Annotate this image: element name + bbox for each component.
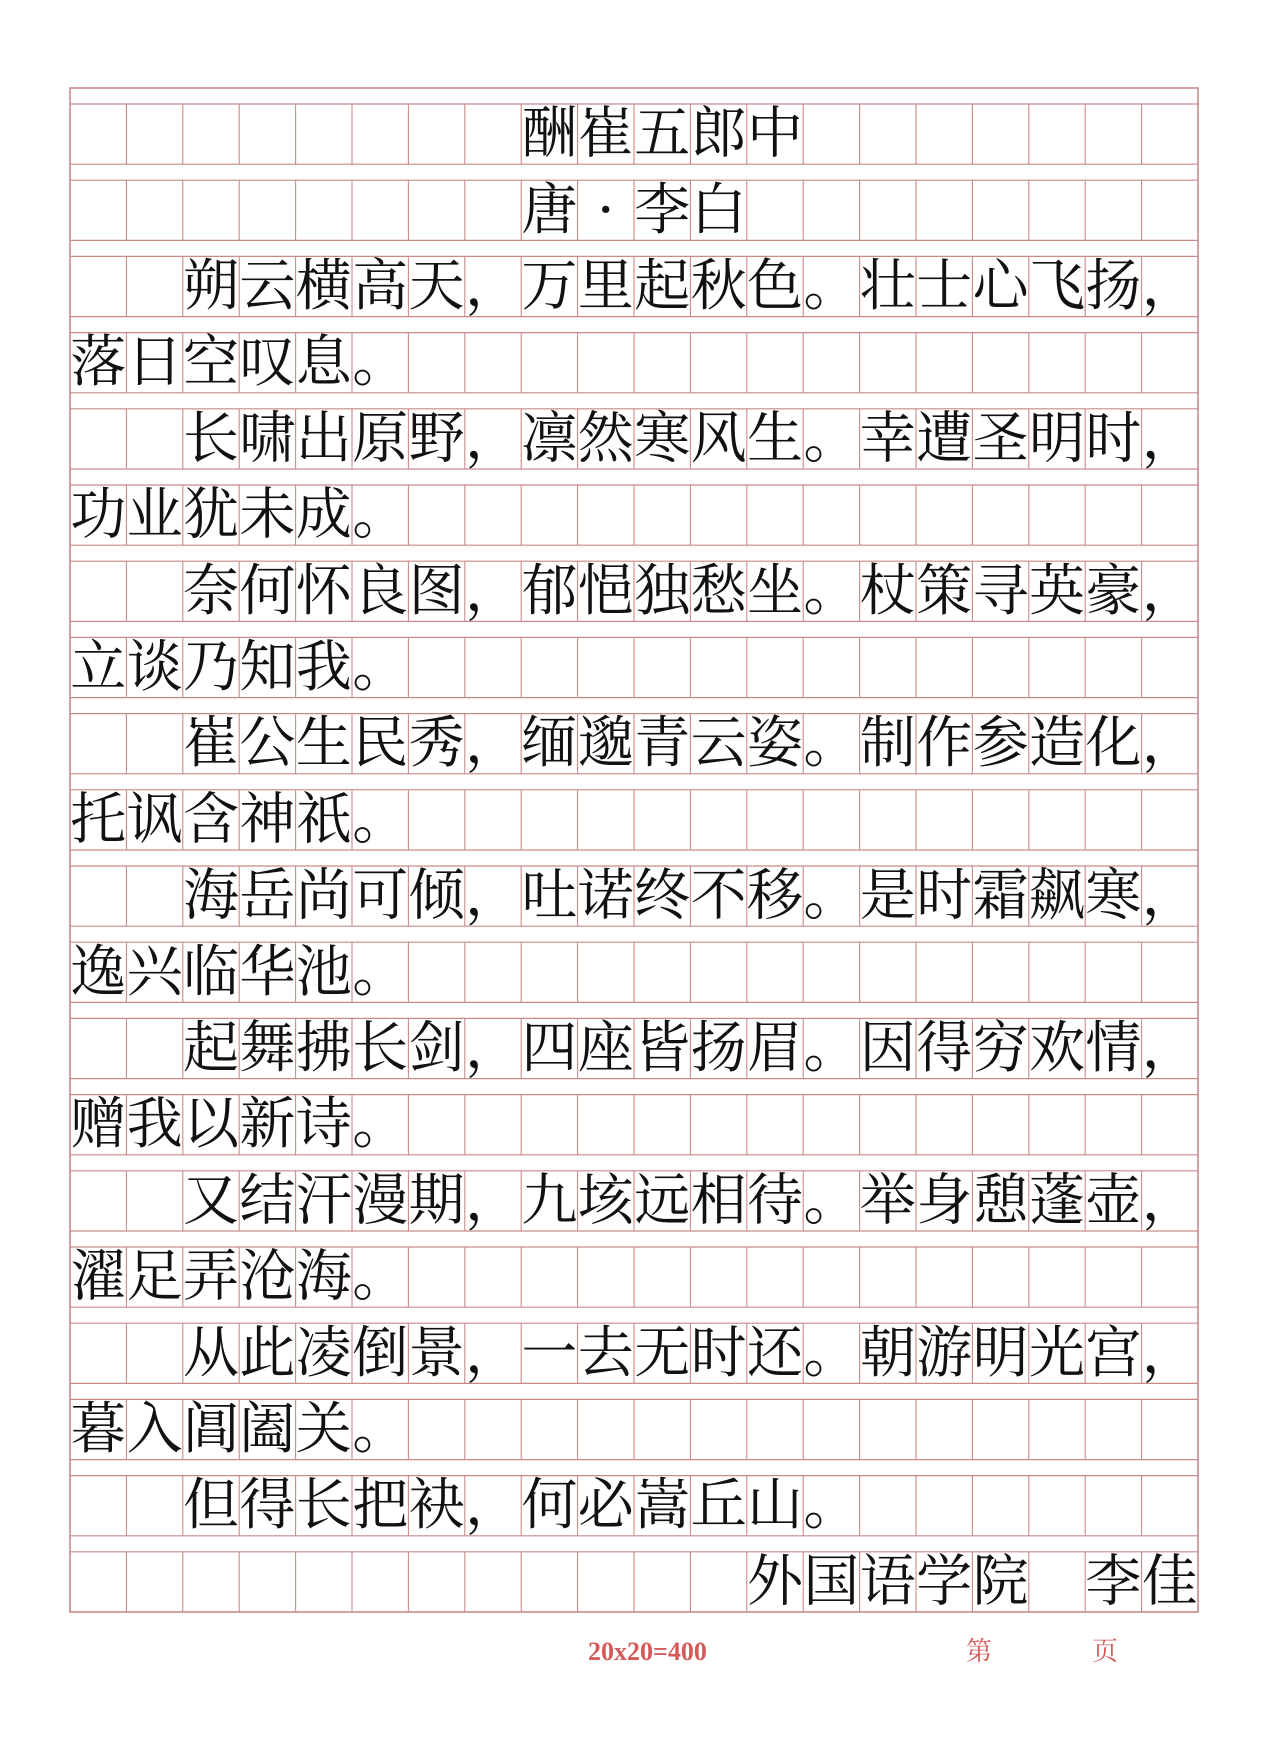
handwritten-char: ，	[465, 1320, 521, 1386]
handwritten-char: 天	[408, 254, 465, 319]
handwritten-char: 风	[690, 406, 747, 472]
handwritten-char: 必	[577, 1473, 634, 1539]
handwritten-char: 愁	[690, 558, 747, 624]
handwritten-char: 横	[295, 254, 352, 319]
handwritten-char: 学	[916, 1549, 973, 1615]
handwritten-char: 何	[521, 1473, 578, 1539]
handwritten-char: 。	[803, 711, 860, 777]
handwritten-char: 英	[1029, 558, 1085, 624]
handwritten-char: 终	[634, 863, 691, 929]
handwritten-char: 策	[916, 558, 973, 624]
handwritten-char: 原	[352, 406, 409, 472]
handwritten-char: ，	[1141, 711, 1198, 777]
poem-line-6-a	[183, 1016, 1198, 1081]
handwritten-char: 中	[747, 101, 803, 167]
handwritten-char: 秀	[408, 711, 465, 777]
handwritten-char: 待	[747, 1168, 803, 1234]
handwritten-char: 语	[859, 1549, 916, 1615]
handwritten-char: 因	[859, 1016, 916, 1081]
handwritten-char: 啸	[239, 406, 296, 472]
handwritten-char: 眉	[747, 1016, 803, 1081]
handwritten-char: 李	[634, 177, 691, 243]
handwritten-char: 外	[747, 1549, 803, 1615]
poem-author	[521, 178, 746, 243]
handwritten-char: 郎	[690, 101, 747, 167]
handwritten-char: 民	[352, 711, 409, 777]
handwritten-char: 出	[295, 406, 352, 472]
handwritten-char: 。	[803, 406, 860, 472]
handwritten-char: 里	[577, 254, 634, 319]
handwritten-char: 结	[239, 1168, 296, 1234]
handwritten-char: 时	[916, 863, 973, 929]
handwritten-char: ，	[465, 1473, 521, 1539]
handwritten-char: 凌	[295, 1320, 352, 1386]
handwritten-char: ，	[1141, 254, 1198, 319]
handwritten-char: 院	[972, 1549, 1029, 1615]
handwritten-char: 。	[803, 863, 860, 929]
handwritten-char: 寻	[972, 558, 1029, 624]
handwritten-char: 李	[1085, 1549, 1142, 1615]
handwritten-char: 不	[690, 863, 747, 929]
handwritten-char: 我	[295, 635, 352, 700]
handwritten-char: 云	[690, 711, 747, 777]
handwritten-char: 生	[747, 406, 803, 472]
handwritten-char: 袂	[408, 1473, 465, 1539]
handwritten-char: 五	[634, 101, 691, 167]
poem-line-2-b	[70, 483, 408, 548]
handwritten-char: 然	[577, 406, 634, 472]
handwritten-char: 生	[295, 711, 352, 777]
handwritten-char: 蓬	[1029, 1168, 1085, 1234]
handwritten-char: 我	[126, 1092, 183, 1158]
handwritten-char: 明	[1029, 406, 1085, 472]
handwritten-char: 座	[577, 1016, 634, 1081]
handwritten-char: 漫	[352, 1168, 409, 1234]
handwritten-char: 叹	[239, 330, 296, 396]
handwritten-char: 从	[183, 1320, 239, 1386]
handwritten-char: 穷	[972, 1016, 1029, 1081]
handwritten-char: 去	[577, 1320, 634, 1386]
handwritten-char: 独	[634, 558, 691, 624]
handwritten-char: 万	[521, 254, 578, 319]
handwritten-char: 诗	[295, 1092, 352, 1158]
handwritten-char: 新	[239, 1092, 296, 1158]
handwritten-char: 诺	[577, 863, 634, 929]
handwritten-char: 沧	[239, 1244, 296, 1310]
handwritten-char: ，	[465, 1016, 521, 1081]
handwritten-char: 野	[408, 406, 465, 472]
handwritten-char: 成	[295, 482, 352, 548]
handwritten-char: 化	[1085, 711, 1142, 777]
handwritten-char: 谈	[126, 635, 183, 700]
handwritten-char: ，	[465, 558, 521, 624]
handwritten-char: 飞	[1029, 254, 1085, 319]
handwritten-char: 托	[70, 787, 127, 853]
handwritten-char: 白	[690, 177, 747, 243]
poem-line-8-b	[70, 1397, 408, 1462]
handwritten-char: ，	[465, 1168, 521, 1234]
handwritten-char: 壶	[1085, 1168, 1142, 1234]
handwritten-char: 长	[183, 406, 239, 472]
handwritten-char: 关	[295, 1397, 352, 1462]
poem-line-4-a	[183, 711, 1198, 776]
handwritten-char: 立	[70, 635, 127, 700]
signature-name	[1085, 1549, 1197, 1614]
handwritten-char: 。	[352, 1397, 409, 1462]
handwritten-char: 游	[916, 1320, 973, 1386]
page-label-prefix: 第	[966, 1637, 993, 1667]
handwritten-char: 。	[352, 1244, 409, 1310]
handwritten-char: 。	[352, 1092, 409, 1158]
poem-line-5-b	[70, 940, 408, 1005]
handwritten-char: 山	[747, 1473, 803, 1539]
handwritten-char: 时	[1085, 406, 1142, 472]
handwritten-char: 欢	[1029, 1016, 1085, 1081]
handwritten-char: 还	[747, 1320, 803, 1386]
handwritten-char: 临	[183, 939, 239, 1005]
handwritten-char: 崔	[183, 711, 239, 777]
poem-line-8-a	[183, 1321, 1198, 1386]
handwritten-char: 息	[295, 330, 352, 396]
handwritten-char: 参	[972, 711, 1029, 777]
handwritten-char: 祇	[295, 787, 352, 853]
handwritten-char: 华	[239, 939, 296, 1005]
poem-line-2-a	[183, 406, 1198, 471]
handwritten-char: 。	[352, 482, 409, 548]
poem-line-3-b	[70, 635, 408, 700]
handwritten-char: 海	[295, 1244, 352, 1310]
handwritten-char: 逸	[70, 939, 127, 1005]
handwritten-char: 憩	[972, 1168, 1029, 1234]
handwritten-char: 心	[972, 254, 1029, 319]
handwritten-char: 。	[352, 939, 409, 1005]
handwritten-char: 。	[803, 1320, 860, 1386]
handwritten-char: 幸	[859, 406, 916, 472]
signature-row	[747, 1549, 1198, 1614]
handwritten-char: 明	[972, 1320, 1029, 1386]
handwritten-char: 圣	[972, 406, 1029, 472]
handwritten-char: 吐	[521, 863, 578, 929]
handwritten-char: 但	[183, 1473, 239, 1539]
poem-line-3-a	[183, 559, 1198, 624]
handwritten-char: 图	[408, 558, 465, 624]
handwritten-char: 宫	[1085, 1320, 1142, 1386]
handwritten-char: 日	[126, 330, 183, 396]
handwritten-char: 是	[859, 863, 916, 929]
handwritten-char: ，	[465, 254, 521, 319]
handwritten-char: 期	[408, 1168, 465, 1234]
handwritten-char: 弄	[183, 1244, 239, 1310]
handwritten-char: 奈	[183, 558, 239, 624]
handwritten-char: 崔	[577, 101, 634, 167]
handwritten-char: 。	[803, 254, 860, 319]
handwritten-char: 赠	[70, 1092, 127, 1158]
handwritten-char: 高	[352, 254, 409, 319]
poem-line-9-a	[183, 1473, 859, 1538]
handwritten-char: 。	[352, 330, 409, 396]
handwritten-char: 把	[352, 1473, 409, 1539]
handwritten-char: 池	[295, 939, 352, 1005]
poem-line-5-a	[183, 864, 1198, 929]
handwritten-char: 犹	[183, 482, 239, 548]
handwritten-char: 身	[916, 1168, 973, 1234]
handwritten-char: 青	[634, 711, 691, 777]
handwritten-char: 岳	[239, 863, 296, 929]
handwritten-char: 长	[352, 1016, 409, 1081]
handwritten-char: 知	[239, 635, 296, 700]
handwritten-char: ，	[465, 863, 521, 929]
handwritten-char: 邈	[577, 711, 634, 777]
handwritten-char: 寒	[634, 406, 691, 472]
handwritten-char: 暮	[70, 1397, 127, 1462]
handwritten-char: 功	[70, 482, 127, 548]
poem-line-4-b	[70, 787, 408, 852]
handwritten-char: 得	[239, 1473, 296, 1539]
handwritten-char: 作	[916, 711, 973, 777]
handwritten-char: 。	[803, 1473, 860, 1539]
handwritten-char: 壮	[859, 254, 916, 319]
handwritten-char: 制	[859, 711, 916, 777]
handwritten-char: 秋	[690, 254, 747, 319]
handwritten-char: 移	[747, 863, 803, 929]
handwritten-char: ，	[1141, 558, 1198, 624]
handwritten-char: 长	[295, 1473, 352, 1539]
handwritten-char: 杖	[859, 558, 916, 624]
handwritten-char: 扬	[1085, 254, 1142, 319]
poem-line-1-a	[183, 254, 1198, 319]
handwritten-char: 色	[747, 254, 803, 319]
handwritten-char: 得	[916, 1016, 973, 1081]
handwritten-char: 入	[126, 1397, 183, 1462]
handwritten-char: 士	[916, 254, 973, 319]
handwritten-char: 怀	[295, 558, 352, 624]
handwritten-char: ·	[596, 177, 615, 243]
handwritten-char: 神	[239, 787, 296, 853]
handwritten-char: 四	[521, 1016, 578, 1081]
handwritten-char: ，	[1141, 1320, 1198, 1386]
handwritten-char: 姿	[747, 711, 803, 777]
handwritten-char: 阊	[183, 1397, 239, 1462]
handwritten-char: 唐	[521, 177, 578, 243]
handwritten-char: 以	[183, 1092, 239, 1158]
handwritten-char: 剑	[408, 1016, 465, 1081]
handwritten-char: ，	[465, 406, 521, 472]
handwritten-char: 朔	[183, 254, 239, 319]
handwritten-char: 霜	[972, 863, 1029, 929]
handwritten-char: 足	[126, 1244, 183, 1310]
handwritten-char: 起	[183, 1016, 239, 1081]
handwritten-char: ，	[1141, 406, 1198, 472]
handwritten-char: 朝	[859, 1320, 916, 1386]
handwritten-char: 含	[183, 787, 239, 853]
handwritten-char: 舞	[239, 1016, 296, 1081]
handwritten-char: 又	[183, 1168, 239, 1234]
handwritten-char: 无	[634, 1320, 691, 1386]
handwritten-char: 国	[803, 1549, 860, 1615]
handwritten-char: 坐	[747, 558, 803, 624]
handwritten-char: 光	[1029, 1320, 1085, 1386]
handwritten-char: 何	[239, 558, 296, 624]
handwritten-char: 悒	[577, 558, 634, 624]
handwritten-char: 起	[634, 254, 691, 319]
handwritten-char: 公	[239, 711, 296, 777]
handwritten-char: 寒	[1085, 863, 1142, 929]
handwritten-char: 一	[521, 1320, 578, 1386]
handwritten-char: 九	[521, 1168, 578, 1234]
signature-school	[747, 1549, 1029, 1614]
handwritten-char: 。	[803, 1168, 860, 1234]
handwritten-char: 濯	[70, 1244, 127, 1310]
handwritten-char: 郁	[521, 558, 578, 624]
handwritten-char: 业	[126, 482, 183, 548]
handwritten-char: 。	[352, 635, 409, 700]
handwritten-char: 尚	[295, 863, 352, 929]
poem-line-7-b	[70, 1245, 408, 1310]
grid-count-label: 20x20=400	[588, 1637, 707, 1666]
handwritten-char: 倾	[408, 863, 465, 929]
handwritten-char: 凛	[521, 406, 578, 472]
handwritten-char: 可	[352, 863, 409, 929]
handwritten-char: 云	[239, 254, 296, 319]
handwritten-char: 垓	[577, 1168, 634, 1234]
handwritten-char: 落	[70, 330, 127, 396]
handwritten-char: 。	[352, 787, 409, 853]
poem-line-7-a	[183, 1168, 1198, 1233]
handwritten-char: 空	[183, 330, 239, 396]
handwritten-char: ，	[1141, 1016, 1198, 1081]
handwritten-char: 情	[1085, 1016, 1142, 1081]
handwritten-char: 乃	[183, 635, 239, 700]
handwritten-char: 缅	[521, 711, 578, 777]
handwritten-char: 倒	[352, 1320, 409, 1386]
handwritten-char: 讽	[126, 787, 183, 853]
handwritten-char: 拂	[295, 1016, 352, 1081]
handwritten-char: 佳	[1141, 1549, 1198, 1615]
handwritten-char: 相	[690, 1168, 747, 1234]
poem-title	[521, 102, 803, 167]
handwritten-char: ，	[1141, 1168, 1198, 1234]
handwritten-char: 时	[690, 1320, 747, 1386]
handwritten-char: 扬	[690, 1016, 747, 1081]
handwritten-char: 未	[239, 482, 296, 548]
handwritten-char: 良	[352, 558, 409, 624]
title-row	[521, 102, 803, 167]
handwritten-char: ，	[1141, 863, 1198, 929]
handwritten-char: 造	[1029, 711, 1085, 777]
handwritten-char: 遭	[916, 406, 973, 472]
handwritten-char: 。	[803, 558, 860, 624]
poem-body	[70, 254, 1198, 1538]
handwritten-char: 。	[803, 1016, 860, 1081]
handwritten-char: 丘	[690, 1473, 747, 1539]
poem-line-6-b	[70, 1092, 408, 1157]
handwritten-char: 豪	[1085, 558, 1142, 624]
handwritten-char: 兴	[126, 939, 183, 1005]
handwritten-char: 酬	[521, 101, 578, 167]
handwritten-char: ，	[465, 711, 521, 777]
handwritten-char: 举	[859, 1168, 916, 1234]
handwritten-char: 此	[239, 1320, 296, 1386]
handwritten-char: 飙	[1029, 863, 1085, 929]
page-label-suffix: 页	[1092, 1637, 1119, 1667]
author-row	[521, 178, 746, 243]
handwritten-char: 远	[634, 1168, 691, 1234]
handwritten-char: 嵩	[634, 1473, 691, 1539]
poem-line-1-b	[70, 330, 408, 395]
handwritten-char: 景	[408, 1320, 465, 1386]
handwritten-char: 阖	[239, 1397, 296, 1462]
handwritten-char: 汗	[295, 1168, 352, 1234]
handwritten-char: 皆	[634, 1016, 691, 1081]
handwritten-char: 海	[183, 863, 239, 929]
